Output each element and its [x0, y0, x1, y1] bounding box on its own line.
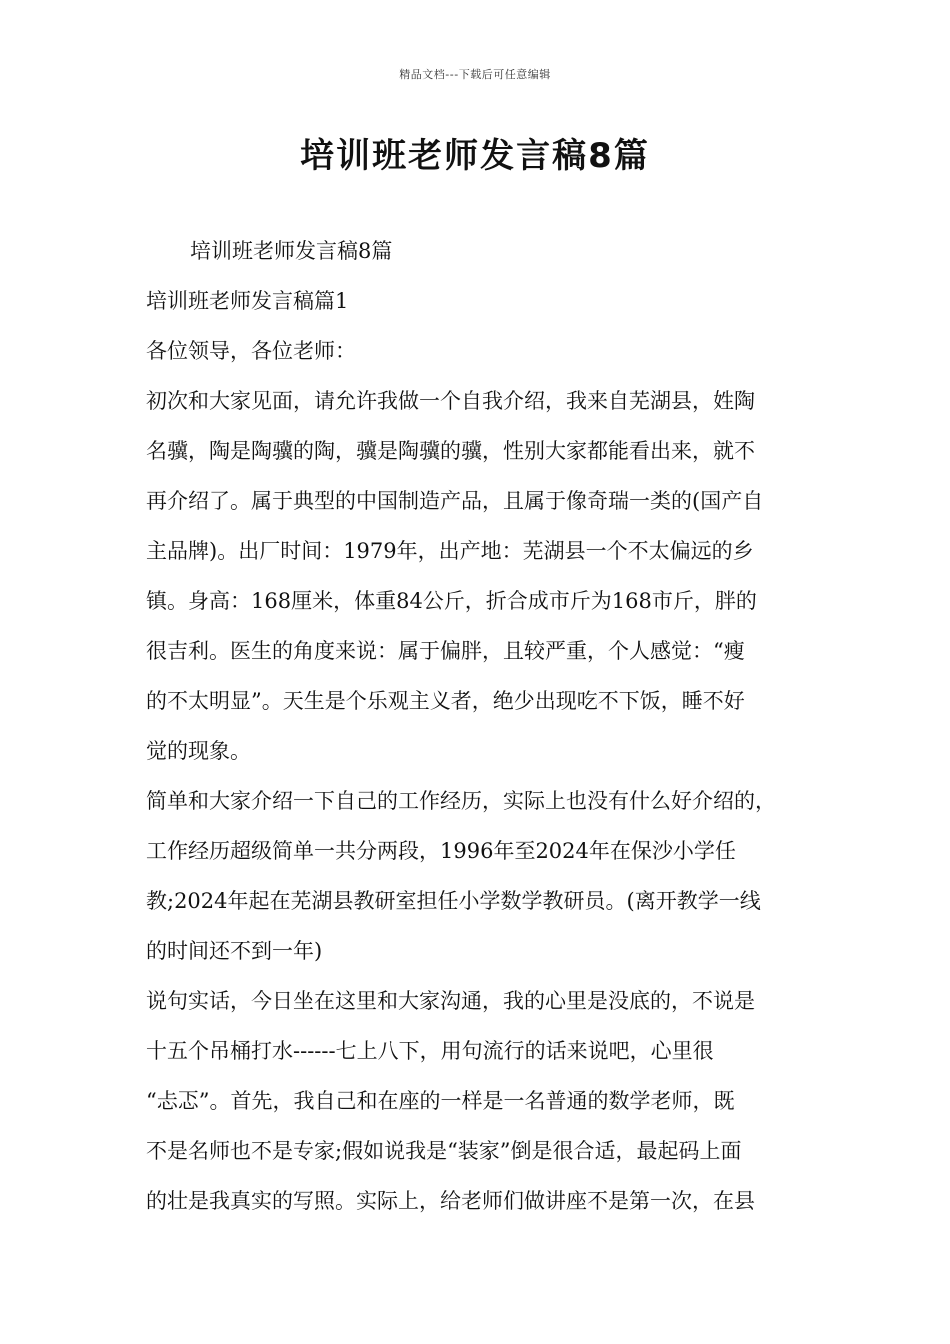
body-line: 教;2024年起在芜湖县教研室担任小学数学教研员。(离开教学一线 — [146, 889, 761, 913]
body-line: 的壮是我真实的写照。实际上，给老师们做讲座不是第一次，在县 — [146, 1189, 755, 1213]
header-note: 精品文档---下载后可任意编辑 — [399, 68, 551, 81]
body-line: 简单和大家介绍一下自己的工作经历，实际上也没有什么好介绍的， — [146, 789, 776, 813]
body-line: 工作经历超级简单一共分两段，1996年至2024年在保沙小学任 — [146, 839, 736, 863]
body-line: 的时间还不到一年) — [146, 939, 323, 963]
body-line: 说句实话，今日坐在这里和大家沟通，我的心里是没底的，不说是 — [146, 989, 755, 1013]
section-heading: 培训班老师发言稿篇1 — [146, 289, 349, 313]
body-line: 主品牌)。出厂时间：1979年，出产地：芜湖县一个不太偏远的乡 — [146, 539, 754, 563]
body-line: 镇。身高：168厘米，体重84公斤，折合成市斤为168市斤，胖的 — [146, 589, 757, 613]
body-line: 培训班老师发言稿8篇 — [190, 239, 393, 263]
body-line: 初次和大家见面，请允许我做一个自我介绍，我来自芜湖县，姓陶 — [146, 389, 755, 413]
body-line: 觉的现象。 — [146, 739, 251, 763]
document-body — [146, 226, 808, 1226]
body-line: 的不太明显”。天生是个乐观主义者，绝少出现吃不下饭，睡不好 — [146, 689, 745, 713]
body-line: 再介绍了。属于典型的中国制造产品，且属于像奇瑞一类的(国产自 — [146, 489, 764, 513]
body-line: “忐忑”。首先，我自己和在座的一样是一名普通的数学老师，既 — [146, 1089, 735, 1113]
body-line: 十五个吊桶打水------七上八下，用句流行的话来说吧，心里很 — [146, 1039, 714, 1063]
body-line: 不是名师也不是专家;假如说我是“装家”倒是很合适，最起码上面 — [146, 1139, 742, 1163]
body-line: 很吉利。医生的角度来说：属于偏胖，且较严重，个人感觉：“瘦 — [146, 639, 745, 663]
document-title: 培训班老师发言稿8篇 — [300, 136, 650, 176]
salutation: 各位领导，各位老师： — [146, 339, 356, 363]
body-line: 名骥，陶是陶骥的陶，骥是陶骥的骥，性别大家都能看出来，就不 — [146, 439, 755, 463]
